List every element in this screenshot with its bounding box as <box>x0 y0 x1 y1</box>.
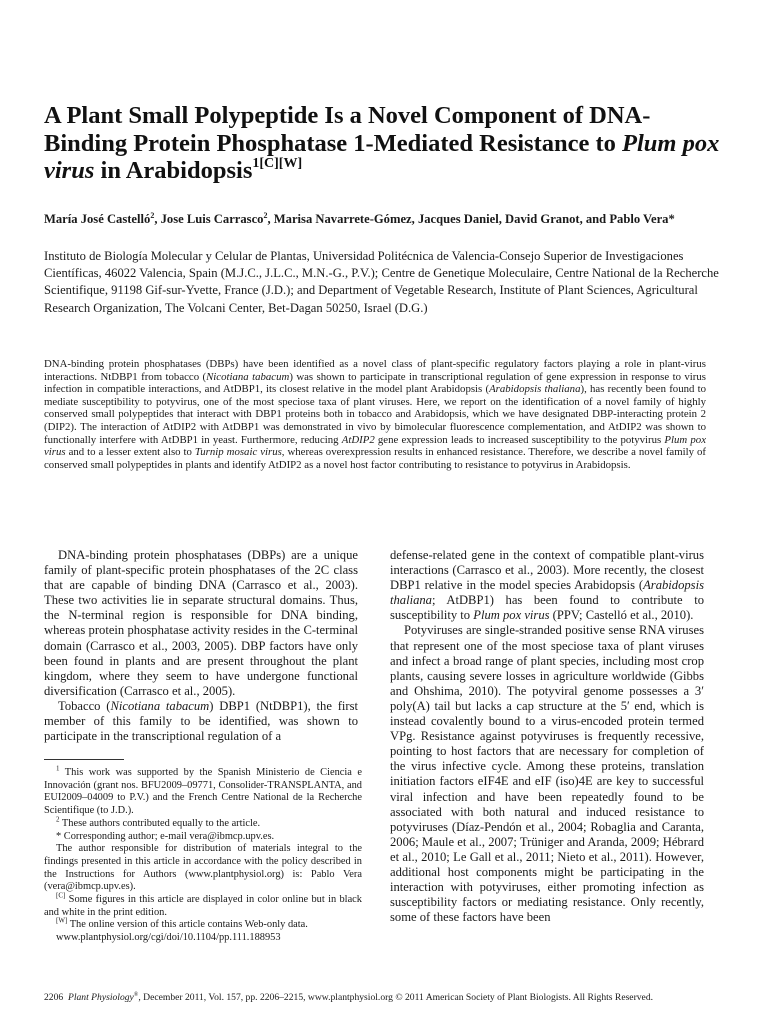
footnote-color <box>44 891 362 919</box>
author-list <box>44 211 724 228</box>
author-1-sup: 2 <box>150 210 155 220</box>
right-p1-text-c: (PPV; Castelló et al., 2010). <box>549 608 694 623</box>
author-2-sup: 2 <box>263 210 268 220</box>
abstract-text-4: gene expression leads to increased susceptibility to the potyvirus <box>374 433 665 446</box>
author-1: María José Castelló <box>44 212 151 226</box>
right-paragraph-2: Potyviruses are single-stranded positive sense RNA viruses that represent one of the most speciose taxa of plant viruses and infect a broad range of plant species, including most crop plants, causing severe losses in agriculture worldwide (Gibbs and Ohshima, 2010). The potyviral genome possesses a 3′ poly(A) tail but lacks a cap structure at the 5′ end, which is instead covalently bound to a virus-encoded protein termed VPg. Resistance against potyviruses is frequently recessive, pointing to host factors that are necessary for completion of the virus infective cycle. Among these proteins, translation initiation factors eIF4E and eIF (iso)4E are key to successful viral infection and have been repeatedly found to be associated with both natural and induced resistance to potyviruses (Díaz-Pendón et al., 2004; Robaglia and Caranta, 2006; Maule et al., 2007; Trüniger and Aranda, 2009; Hébrard et al., 2010; Le Gall et al., 2011; Nieto et al., 2011). However, additional host components might be participating in the interaction with potyviruses, either promoting infection as susceptibility factors or mediating resistance. Only recently, some of these factors have been <box>390 623 704 925</box>
footnote-divider <box>44 759 124 760</box>
left-paragraph-1: DNA-binding protein phosphatases (DBPs) are a unique family of plant-specific protein phosphatases of the 2C class that are capable of binding DNA (Carrasco et al., 2003). These two activities lie in separate structural domains. Thus, the N-terminal region is responsible for DNA binding, whereas protein phosphatase activity resides in the C-terminal domain (Carrasco et al., 2003, 2005). DBP factors have only been found in plants and are present throughout the plant kingdom, where they seem to have undergone functional diversification (Carrasco et al., 2005). <box>44 548 358 698</box>
footnote-color-text: Some figures in this article are displayed in color online but in black and white in the print edition. <box>44 894 362 918</box>
abstract-italic-4: Plum pox virus <box>44 433 706 459</box>
registered-mark: ® <box>133 992 139 998</box>
title-superscript: 1[C][W] <box>252 155 303 171</box>
abstract-text-2: ) was shown to participate in transcriptional regulation of gene expression in response to virus infection in compatible interactions, and AtDBP1, its closest relative in the model plant Arabidopsis ( <box>44 370 707 396</box>
footnote-doi: www.plantphysiol.org/cgi/doi/10.1104/pp.111.188953 <box>56 932 281 944</box>
footnote-corresponding: * Corresponding author; e-mail vera@ibmcp.upv.es. <box>56 830 275 842</box>
journal-name: Plant Physiology <box>67 992 134 1004</box>
authors-rest: , Marisa Navarrete-Gómez, Jacques Daniel, David Granot, and Pablo Vera* <box>267 212 675 226</box>
footnote-2-text: These authors contributed equally to the article. <box>59 817 261 829</box>
left-p2-text-a: Tobacco ( <box>58 698 111 713</box>
abstract-text-6: , whereas overexpression results in enhanced resistance. Therefore, we describe a novel family of conserved small polypeptides in plants and identify AtDIP2 as a novel host factor contributing to resistance to potyvirus in Arabidopsis. <box>44 446 706 471</box>
title-text-1: A Plant Small Polypeptide Is a Novel Component of DNA-Binding Protein Phosphatase 1-Mediated Resistance to <box>44 102 651 157</box>
footnote-web-text: The online version of this article contains Web-only data. <box>67 919 308 931</box>
footnote-1 <box>44 764 362 818</box>
author-separator: , <box>154 212 161 226</box>
right-p1-italic-2: Plum pox virus <box>473 608 550 623</box>
left-column <box>44 548 358 744</box>
page-footer <box>44 989 710 1004</box>
abstract-italic-3: AtDIP2 <box>341 433 375 446</box>
page-number: 2206 <box>44 992 64 1004</box>
abstract-text-3: ), has recently been found to mediate susceptibility to potyvirus, one of the most speciose taxa of plant viruses. Here, we report on the identification of a novel family of highly conserved small polypeptides that interact with DBP1 proteins both in tobacco and Arabidopsis, which we have designated DBP-interacting protein 2 (DIP2). The interaction of AtDIP2 with AtDBP1 was demonstrated in vivo by bimolecular fluorescence complementation, and AtDIP2 was shown to functionally interfere with AtDBP1 in yeast. Furthermore, reducing <box>44 383 707 446</box>
right-paragraph-1 <box>390 548 704 623</box>
title-italic-virus: Plum pox virus <box>44 129 720 184</box>
footnotes <box>44 764 362 945</box>
right-p1-italic-1: Arabidopsis thaliana <box>390 578 704 608</box>
right-column <box>390 548 704 925</box>
footnote-color-sup: [C] <box>56 891 66 900</box>
footnote-web-sup: [W] <box>56 916 68 925</box>
footnote-1-text: This work was supported by the Spanish Ministerio de Ciencia e Innovación (grant nos. BFU2009–09771, Consolider-TRANSPLANTA, and EUI2009–04009 to P.V.) and the French Centre National de la Recherche Scientifique (to J.D.). <box>44 767 362 817</box>
footnote-2 <box>44 815 362 831</box>
footer-citation: , December 2011, Vol. 157, pp. 2206–2215, www.plantphysiol.org © 2011 American Society of Plant Biologists. All Rights Reserved. <box>138 992 654 1004</box>
left-paragraph-2 <box>44 699 358 744</box>
right-p1-text-a: defense-related gene in the context of compatible plant-virus interactions (Carrasco et al., 2003). More recently, the closest DBP1 relative in the model species Arabidopsis ( <box>390 548 704 593</box>
title-text-2: in Arabidopsis <box>94 157 253 184</box>
right-p1-text-b: ; AtDBP1) has been found to contribute to susceptibility to <box>390 593 704 623</box>
abstract-text-1: DNA-binding protein phosphatases (DBPs) have been identified as a novel class of plant-specific regulatory factors playing a role in plant-virus interactions. NtDBP1 from tobacco ( <box>44 358 706 383</box>
footnote-distribution: The author responsible for distribution of materials integral to the findings presented in this article in accordance with the policy described in the Instructions for Authors (www.plantphysiol.org) is: Pablo Vera (vera@ibmcp.upv.es). <box>44 843 362 893</box>
abstract-italic-5: Turnip mosaic virus <box>194 446 282 459</box>
author-2: Jose Luis Carrasco <box>160 212 264 226</box>
affiliations: Instituto de Biología Molecular y Celular de Plantas, Universidad Politécnica de Valencia-Consejo Superior de Investigaciones Científicas, 46022 Valencia, Spain (M.J.C., J.L.C., M.N.-G., P.V.); Centre de Genetique Moleculaire, Centre National de la Recherche Scientifique, 91198 Gif-sur-Yvette, France (J.D.); and Department of Vegetable Research, Institute of Plant Sciences, Agricultural Research Organization, The Volcani Center, Bet-Dagan 50250, Israel (D.G.) <box>44 249 719 315</box>
left-p2-text-b: ) DBP1 (NtDBP1), the first member of this family to be identified, was shown to participate in the transcriptional regulation of a <box>44 698 358 744</box>
footnote-2-sup: 2 <box>56 815 60 824</box>
paper-title <box>44 102 724 185</box>
footnote-web <box>44 916 362 932</box>
abstract-text-5: and to a lesser extent also to <box>65 446 195 459</box>
abstract <box>44 358 706 471</box>
footnote-1-sup: 1 <box>56 764 60 773</box>
left-p2-italic: Nicotiana tabacum <box>110 698 210 713</box>
abstract-italic-2: Arabidopsis thaliana <box>489 383 581 396</box>
abstract-italic-1: Nicotiana tabacum <box>206 370 290 383</box>
